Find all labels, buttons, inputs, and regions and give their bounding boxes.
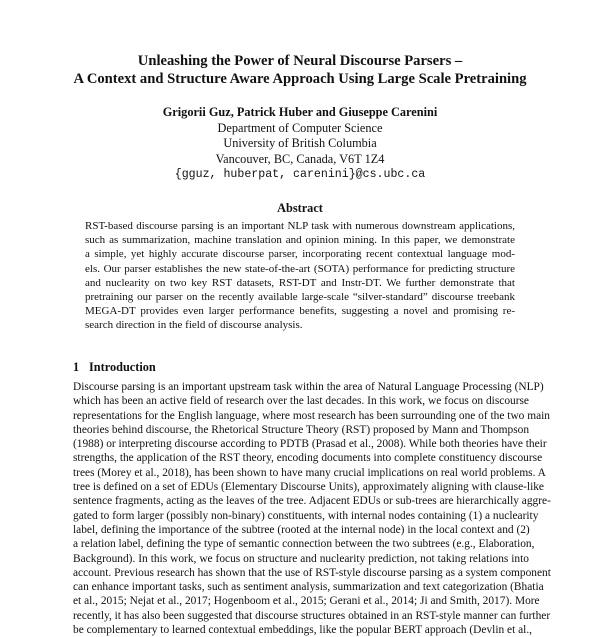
- abstract-heading: Abstract: [277, 201, 323, 215]
- section-title: Introduction: [89, 360, 156, 374]
- abstract-line: els. Our parser establishes the new state-of-the-art (SOTA) performance for predicting structure: [85, 262, 515, 275]
- body-line: Background). In this work, we focus on structure and nuclearity prediction, not taking relations into: [73, 552, 529, 565]
- title-line: Unleashing the Power of Neural Discourse Parsers –: [137, 53, 463, 69]
- body-line: trees (Morey et al., 2018), has been shown to have many crucial implications on real world problems. A: [73, 466, 546, 479]
- body-line: representations for the English language, where most research has been surrounding one of the two main: [73, 409, 550, 422]
- title-line: A Context and Structure Aware Approach Using Large Scale Pretraining: [73, 71, 527, 87]
- body-line: (1988) or interpreting discourse according to PDTB (Prasad et al., 2008). While both theories have their: [73, 438, 547, 451]
- section-heading: [73, 359, 156, 375]
- body-line: Discourse parsing is an important upstream task within the area of Natural Language Processing (NLP): [73, 381, 544, 393]
- body-line: theories behind discourse, the Rhetorical Structure Theory (RST) proposed by Mann and Thompson: [73, 423, 530, 436]
- body-line: sentence fragments, acting as the leaves of the tree. Adjacent EDUs or sub-trees are hierarchically aggre-: [73, 495, 551, 508]
- abstract-body: [85, 219, 515, 333]
- section-number: 1: [73, 360, 80, 374]
- body-line: strengths, the application of the RST theory, encoding documents into complete constituency discourse: [73, 452, 543, 465]
- introduction-body: [73, 380, 551, 637]
- body-line: tree is defined on a set of EDUs (Elementary Discourse Units), approximately aligning with clause-like: [73, 481, 544, 494]
- author-names: Grigorii Guz, Patrick Huber and Giuseppe Carenini: [162, 105, 438, 119]
- body-line: can enhance important tasks, such as sentiment analysis, summarization and text categorization (Bhatia: [73, 581, 544, 594]
- body-line: be complementary to learned contextual embeddings, like the popular BERT approach (Devlin et al.,: [73, 624, 533, 637]
- abstract-line: RST-based discourse parsing is an important NLP task with numerous downstream applications,: [85, 220, 515, 232]
- body-line: gated to form larger (possibly non-binary) constituents, with internal nodes containing (1) a nuclearity: [73, 509, 539, 522]
- affiliation-university: University of British Columbia: [223, 136, 377, 150]
- body-line: et al., 2015; Nejat et al., 2017; Hogenboom et al., 2015; Gerani et al., 2014; Ji and Smith, 2017). More: [73, 595, 540, 608]
- abstract-line: pretraining our parser on the recently available large-scale “silver-standard” discourse treebank: [85, 291, 515, 304]
- abstract-line: MEGA-DT provides even larger performance benefits, suggesting a novel and promising re-: [85, 305, 515, 318]
- affiliation-address: Vancouver, BC, Canada, V6T 1Z4: [215, 151, 385, 166]
- paper-title: [40, 52, 560, 88]
- body-line: label, defining the importance of the subtree (rooted at the internal node) in the local context and (2): [73, 523, 530, 536]
- body-line: which has been an active field of research over the last decades. In this work, we focus on discourse: [73, 395, 529, 408]
- author-emails: {gguz, huberpat, carenini}@cs.ubc.ca: [174, 168, 426, 181]
- abstract-line: a simple, yet highly accurate discourse parser, incorporating recent contextual language mod-: [85, 248, 515, 261]
- affiliation-department: Department of Computer Science: [217, 120, 383, 135]
- body-line: recently, it has also been suggested that discourse structures obtained in an RST-style manner can further: [73, 609, 551, 622]
- abstract-line: and nuclearity on two key RST datasets, RST-DT and Instr-DT. We further demonstrate that: [85, 276, 515, 289]
- abstract-line: such as summarization, machine translation and opinion mining. In this paper, we demonstrate: [85, 234, 515, 247]
- body-line: account. Previous research has shown that the use of RST-style discourse parsing as a system component: [73, 566, 551, 579]
- author-block: [100, 105, 500, 183]
- body-line: a relation label, defining the type of semantic connection between the two subtrees (e.g., Elaboration,: [73, 538, 535, 551]
- abstract-line: search direction in the field of discourse analysis.: [85, 319, 303, 332]
